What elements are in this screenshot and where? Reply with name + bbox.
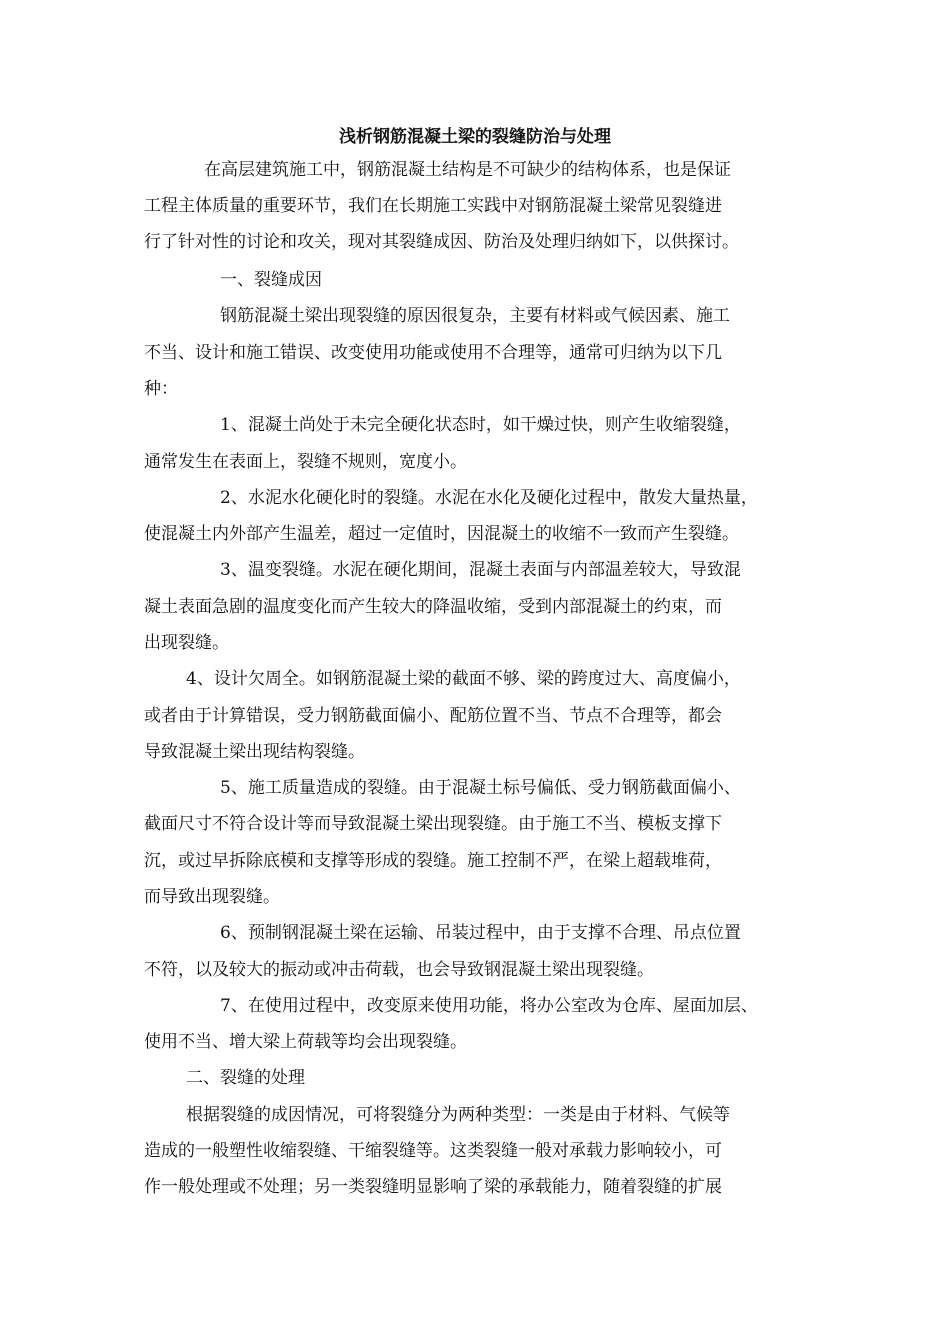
section-heading: 一、裂缝成因	[220, 270, 322, 290]
paragraph-line: 工程主体质量的重要环节，我们在长期施工实践中对钢筋混凝土梁常见裂缝进	[144, 196, 722, 216]
paragraph-line: 作一般处理或不处理；另一类裂缝明显影响了梁的承载能力，随着裂缝的扩展	[144, 1177, 722, 1197]
list-item-line: 沉，或过早拆除底模和支撑等形成的裂缝。施工控制不严，在梁上超载堆荷，	[144, 851, 722, 871]
list-item-line: 1、混凝土尚处于未完全硬化状态时，如干燥过快，则产生收缩裂缝，	[220, 415, 741, 435]
list-item-line: 导致混凝土梁出现结构裂缝。	[144, 742, 365, 762]
list-item-line: 5、施工质量造成的裂缝。由于混凝土标号偏低、受力钢筋截面偏小、	[220, 778, 741, 798]
paragraph-line: 根据裂缝的成因情况，可将裂缝分为两种类型：一类是由于材料、气候等	[186, 1105, 730, 1125]
list-item-line: 2、水泥水化硬化时的裂缝。水泥在水化及硬化过程中，散发大量热量，	[220, 488, 758, 508]
document-title: 浅析钢筋混凝土梁的裂缝防治与处理	[339, 127, 611, 147]
list-item-line: 而导致出现裂缝。	[144, 887, 280, 907]
list-item-line: 使混凝土内外部产生温差，超过一定值时，因混凝土的收缩不一致而产生裂缝。	[144, 524, 739, 544]
list-item-line: 截面尺寸不符合设计等而导致混凝土梁出现裂缝。由于施工不当、模板支撑下	[144, 814, 722, 834]
list-item-line: 或者由于计算错误，受力钢筋截面偏小、配筋位置不当、节点不合理等，都会	[144, 706, 722, 726]
section-heading: 二、裂缝的处理	[186, 1068, 305, 1088]
list-item-line: 使用不当、增大梁上荷载等均会出现裂缝。	[144, 1032, 467, 1052]
paragraph-line: 造成的一般塑性收缩裂缝、干缩裂缝等。这类裂缝一般对承载力影响较小，可	[144, 1141, 722, 1161]
list-item-line: 不符，以及较大的振动或冲击荷载，也会导致钢混凝土梁出现裂缝。	[144, 960, 654, 980]
list-item-line: 7、在使用过程中，改变原来使用功能，将办公室改为仓库、屋面加层、	[220, 996, 758, 1016]
paragraph-line: 行了针对性的讨论和攻关，现对其裂缝成因、防治及处理归纳如下，以供探讨。	[144, 232, 739, 252]
paragraph-line: 不当、设计和施工错误、改变使用功能或使用不合理等，通常可归纳为以下几	[144, 343, 722, 363]
paragraph-line: 在高层建筑施工中，钢筋混凝土结构是不可缺少的结构体系，也是保证	[204, 160, 731, 180]
list-item-line: 出现裂缝。	[144, 633, 229, 653]
list-item-line: 4、设计欠周全。如钢筋混凝土梁的截面不够、梁的跨度过大、高度偏小，	[186, 669, 741, 689]
list-item-line: 凝土表面急剧的温度变化而产生较大的降温收缩，受到内部混凝土的约束，而	[144, 597, 722, 617]
list-item-line: 6、预制钢混凝土梁在运输、吊装过程中，由于支撑不合理、吊点位置	[220, 923, 741, 943]
list-item-line: 通常发生在表面上，裂缝不规则，宽度小。	[144, 452, 467, 472]
paragraph-line: 种：	[144, 379, 178, 399]
paragraph-line: 钢筋混凝土梁出现裂缝的原因很复杂，主要有材料或气候因素、施工	[220, 306, 730, 326]
list-item-line: 3、温变裂缝。水泥在硬化期间，混凝土表面与内部温差较大，导致混	[220, 560, 741, 580]
